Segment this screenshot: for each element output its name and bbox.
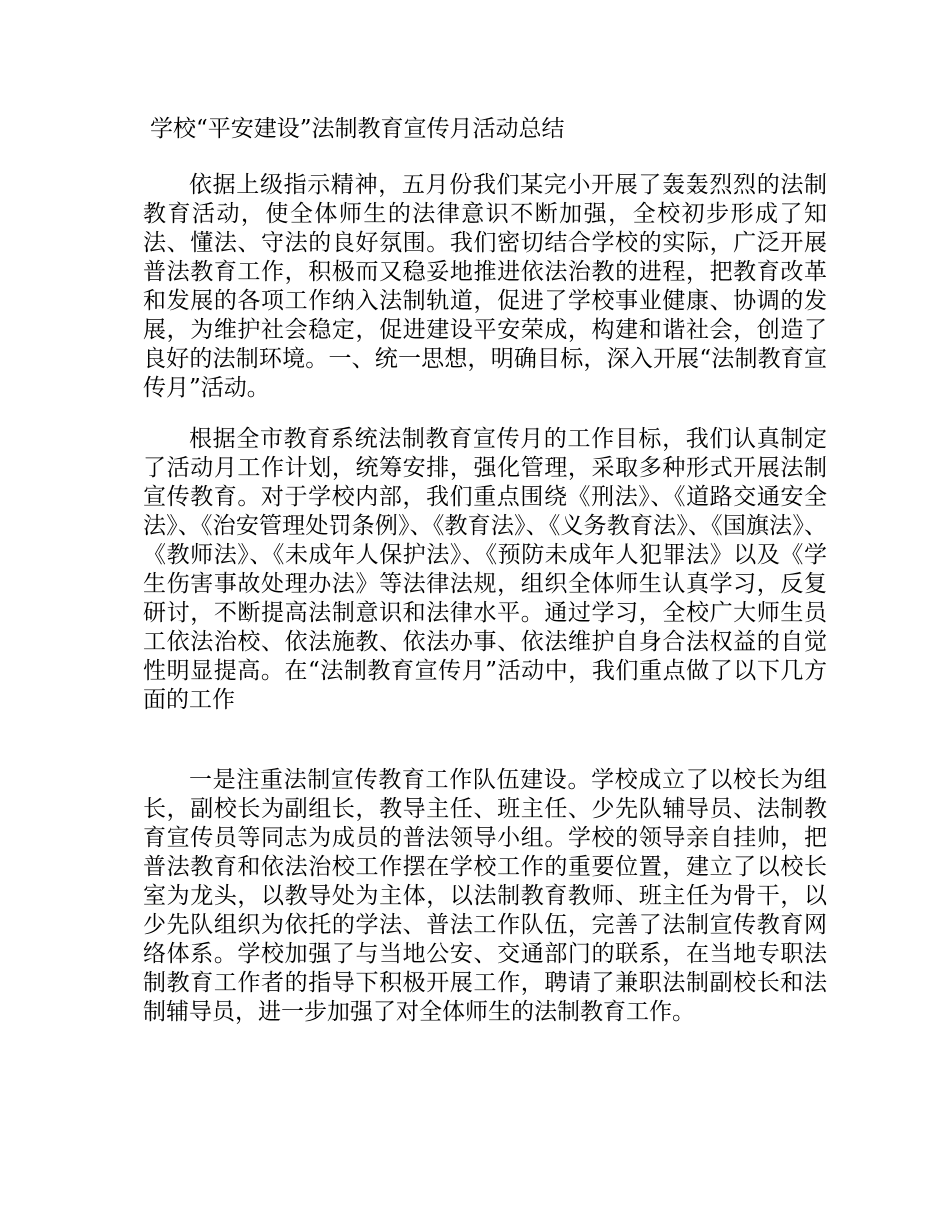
paragraph-team-building: 一是注重法制宣传教育工作队伍建设。学校成立了以校长为组长，副校长为副组长，教导主任、班主任、少先队辅导员、法制教育宣传员等同志为成员的普法领导小组。学校的领导亲自挂帅，把普法教育和依法治校工作摆在学校工作的重要位置，建立了以校长室为龙头，以教导处为主体，以法制教育教师、班主任为骨干，以少先队组织为依托的学法、普法工作队伍，完善了法制宣传教育网络体系。学校加强了与当地公安、交通部门的联系，在当地专职法制教育工作者的指导下积极开展工作，聘请了兼职法制副校长和法制辅导员，进一步加强了对全体师生的法制教育工作。	[143, 767, 827, 1025]
document-title: 学校“平安建设”法制教育宣传月活动总结	[150, 116, 565, 142]
paragraph-intro: 依据上级指示精神，五月份我们某完小开展了轰轰烈烈的法制教育活动，使全体师生的法律意识不断加强，全校初步形成了知法、懂法、守法的良好氛围。我们密切结合学校的实际，广泛开展普法教育工作，积极而又稳妥地推进依法治教的进程，把教育改革和发展的各项工作纳入法制轨道，促进了学校事业健康、协调的发展，为维护社会稳定，促进建设平安荣成，构建和谐社会，创造了良好的法制环境。一、统一思想，明确目标，深入开展“法制教育宣传月”活动。	[143, 172, 827, 401]
paragraph-plan: 根据全市教育系统法制教育宣传月的工作目标，我们认真制定了活动月工作计划，统筹安排，强化管理，采取多种形式开展法制宣传教育。对于学校内部，我们重点围绕《刑法》、《道路交通安全法》、《治安管理处罚条例》、《教育法》、《义务教育法》、《国旗法》、《教师法》、《未成年人保护法》、《预防未成年人犯罪法》以及《学生伤害事故处理办法》等法律法规，组织全体师生认真学习，反复研讨，不断提高法制意识和法律水平。通过学习，全校广大师生员工依法治校、依法施教、依法办事、依法维护自身合法权益的自觉性明显提高。在“法制教育宣传月”活动中，我们重点做了以下几方面的工作	[143, 426, 827, 713]
